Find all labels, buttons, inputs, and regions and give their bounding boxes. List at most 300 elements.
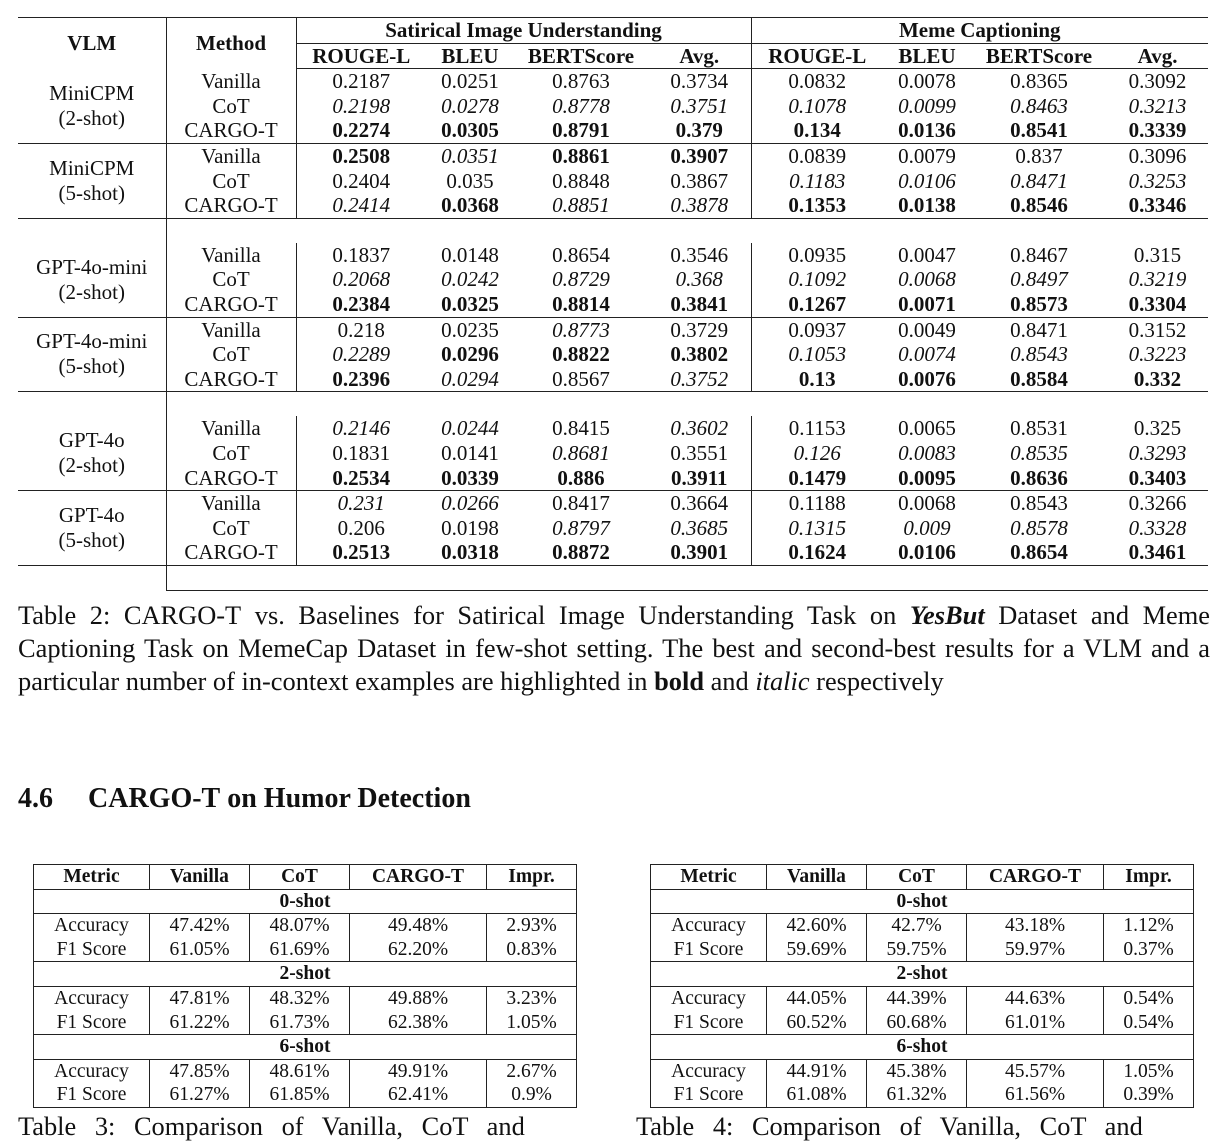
cell-impr: 1.05% <box>487 1011 577 1035</box>
column-header: Metric <box>651 865 767 890</box>
table-row <box>34 914 577 938</box>
table-row <box>18 94 1208 119</box>
value-cell: 0.8822 <box>552 342 610 367</box>
cell-cargo: 49.48% <box>350 914 487 938</box>
value-cell: 0.0198 <box>441 515 499 540</box>
cell-impr: 0.83% <box>487 938 577 962</box>
vlm-shots: (5-shot) <box>58 354 125 379</box>
vlm-cell <box>18 69 166 144</box>
cell-vanilla: 60.52% <box>767 1011 867 1035</box>
column-header: CoT <box>250 865 350 890</box>
column-header: CARGO-T <box>350 865 487 890</box>
cell-metric: F1 Score <box>651 1083 767 1107</box>
cell-metric: Accuracy <box>34 1059 150 1083</box>
cell-cot: 59.75% <box>867 938 967 962</box>
value-cell: 0.315 <box>1133 242 1182 267</box>
value-cell: 0.3223 <box>1128 342 1187 367</box>
cell-cargo: 49.88% <box>350 986 487 1010</box>
value-cell: 0.3802 <box>648 342 751 367</box>
value-cell: 0.886 <box>514 466 648 491</box>
value-cell: 0.0141 <box>441 440 499 465</box>
method-cell: CoT <box>166 267 296 292</box>
value-cell: 0.2146 <box>332 416 391 441</box>
value-cell: 0.231 <box>337 491 385 516</box>
vlm-shots: (5-shot) <box>58 180 125 205</box>
header-meme-captioning: Meme Captioning <box>751 18 1208 44</box>
value-cell: 0.0351 <box>441 143 499 168</box>
value-cell: 0.368 <box>648 267 751 292</box>
vlm-name: MiniCPM <box>49 155 135 180</box>
value-cell: 0.0266 <box>441 491 499 516</box>
value-cell: 0.2508 <box>332 143 391 168</box>
column-header: Impr. <box>1104 865 1194 890</box>
results-table-3 <box>33 864 577 1108</box>
cell-metric: Accuracy <box>651 914 767 938</box>
value-cell: 0.2384 <box>296 292 426 317</box>
method-cell: CoT <box>166 441 296 466</box>
value-cell: 0.8471 <box>1010 317 1068 342</box>
value-cell: 0.8578 <box>1010 515 1068 540</box>
cell-cot: 61.85% <box>250 1083 350 1107</box>
table-row <box>18 317 1208 342</box>
value-cell: 0.837 <box>1015 143 1063 168</box>
value-cell: 0.0832 <box>788 69 847 94</box>
value-cell: 0.134 <box>751 118 883 143</box>
cell-impr: 1.12% <box>1104 914 1194 938</box>
spacer-row <box>18 392 1208 417</box>
cell-cot: 61.69% <box>250 938 350 962</box>
table-row <box>18 441 1208 466</box>
value-cell: 0.009 <box>903 515 951 540</box>
value-cell: 0.3878 <box>648 193 751 218</box>
value-cell: 0.3729 <box>648 317 751 342</box>
table-row <box>18 516 1208 541</box>
spacer-row <box>18 218 1208 243</box>
cell-metric: Accuracy <box>34 986 150 1010</box>
metric-header: ROUGE-L <box>296 43 426 69</box>
vlm-cell <box>18 416 166 490</box>
value-cell: 0.0937 <box>788 317 847 342</box>
header-method: Method <box>166 18 296 69</box>
table-row <box>651 1059 1194 1083</box>
cell-cargo: 61.56% <box>967 1083 1104 1107</box>
value-cell: 0.8636 <box>971 466 1107 491</box>
value-cell: 0.8543 <box>1010 491 1068 516</box>
table-row <box>651 938 1194 962</box>
value-cell: 0.0242 <box>441 267 499 292</box>
value-cell: 0.332 <box>1107 367 1208 392</box>
value-cell: 0.3096 <box>1128 143 1187 168</box>
value-cell: 0.8791 <box>514 118 648 143</box>
metric-header: ROUGE-L <box>751 43 883 69</box>
value-cell: 0.0099 <box>898 93 956 118</box>
vlm-cell <box>18 243 166 317</box>
value-cell: 0.3266 <box>1128 491 1187 516</box>
cell-cargo: 43.18% <box>967 914 1104 938</box>
results-table-4 <box>650 864 1194 1108</box>
shot-label: 6-shot <box>34 1035 577 1060</box>
value-cell: 0.1183 <box>789 168 846 193</box>
value-cell: 0.8463 <box>1010 93 1068 118</box>
table-row <box>18 118 1208 143</box>
cell-vanilla: 44.91% <box>767 1059 867 1083</box>
method-cell: Vanilla <box>166 416 296 441</box>
value-cell: 0.13 <box>751 367 883 392</box>
vlm-shots: (2-shot) <box>58 105 125 130</box>
value-cell: 0.1315 <box>788 515 847 540</box>
cell-vanilla: 47.81% <box>150 986 250 1010</box>
method-cell: CARGO-T <box>166 118 296 143</box>
value-cell: 0.0078 <box>898 69 956 94</box>
value-cell: 0.0278 <box>441 93 499 118</box>
value-cell: 0.1267 <box>751 292 883 317</box>
value-cell: 0.3346 <box>1107 193 1208 218</box>
header-satirical-image-understanding: Satirical Image Understanding <box>296 18 751 44</box>
value-cell: 0.0325 <box>426 292 514 317</box>
method-cell: CARGO-T <box>166 466 296 491</box>
table-row <box>18 367 1208 392</box>
value-cell: 0.325 <box>1133 416 1182 441</box>
vlm-name: GPT-4o <box>58 502 125 527</box>
value-cell: 0.8654 <box>552 242 610 267</box>
table-row <box>651 986 1194 1010</box>
value-cell: 0.8541 <box>971 118 1107 143</box>
cell-cargo: 62.41% <box>350 1083 487 1107</box>
vlm-name: GPT-4o <box>58 428 125 453</box>
value-cell: 0.0368 <box>426 193 514 218</box>
value-cell: 0.1078 <box>788 93 847 118</box>
cell-metric: Accuracy <box>34 914 150 938</box>
value-cell: 0.2534 <box>296 466 426 491</box>
cell-metric: F1 Score <box>34 1083 150 1107</box>
value-cell: 0.8773 <box>552 317 610 342</box>
value-cell: 0.0076 <box>883 367 971 392</box>
value-cell: 0.0065 <box>898 416 956 441</box>
value-cell: 0.3403 <box>1107 466 1208 491</box>
cell-cargo: 62.20% <box>350 938 487 962</box>
value-cell: 0.0251 <box>441 69 499 94</box>
value-cell: 0.2289 <box>332 342 391 367</box>
method-cell: CoT <box>166 169 296 194</box>
value-cell: 0.8546 <box>971 193 1107 218</box>
cell-metric: F1 Score <box>651 1011 767 1035</box>
value-cell: 0.1053 <box>788 342 847 367</box>
method-cell: CARGO-T <box>166 367 296 392</box>
value-cell: 0.3867 <box>648 169 751 194</box>
table-row <box>651 1011 1194 1035</box>
value-cell: 0.8654 <box>971 540 1107 565</box>
value-cell: 0.0106 <box>898 168 956 193</box>
value-cell: 0.8851 <box>514 193 648 218</box>
value-cell: 0.8681 <box>552 440 610 465</box>
value-cell: 0.3752 <box>648 367 751 392</box>
method-cell: Vanilla <box>166 143 296 168</box>
column-header: Vanilla <box>767 865 867 890</box>
header-vlm: VLM <box>18 18 166 69</box>
value-cell: 0.1831 <box>332 440 391 465</box>
metric-header: BERTScore <box>514 43 648 69</box>
metric-header: Avg. <box>648 43 751 69</box>
table-row <box>18 243 1208 268</box>
table-row <box>34 938 577 962</box>
value-cell: 0.3901 <box>648 540 751 565</box>
shot-label: 0-shot <box>651 889 1194 914</box>
cell-impr: 0.37% <box>1104 938 1194 962</box>
value-cell: 0.8467 <box>1010 242 1068 267</box>
shot-row <box>651 889 1194 914</box>
table-2-caption: Table 2: CARGO-T vs. Baselines for Satirical Image Understanding Task on YesBut Dataset and Meme Captioning Task on MemeCap Dataset in few-shot setting. The best and second-best results for a VLM and a particular number of in-context examples are highlighted in bold and italic respectively <box>18 600 1210 696</box>
cell-cargo: 62.38% <box>350 1011 487 1035</box>
results-table-2 <box>18 17 1208 591</box>
cell-vanilla: 47.42% <box>150 914 250 938</box>
method-cell: Vanilla <box>166 491 296 516</box>
table-3-caption: Table 3: Comparison of Vanilla, CoT and <box>18 1111 525 1141</box>
column-header: Metric <box>34 865 150 890</box>
value-cell: 0.3546 <box>648 243 751 268</box>
method-cell: Vanilla <box>166 243 296 268</box>
cell-metric: F1 Score <box>651 938 767 962</box>
value-cell: 0.1624 <box>751 540 883 565</box>
value-cell: 0.8535 <box>1010 440 1068 465</box>
value-cell: 0.1837 <box>332 242 391 267</box>
value-cell: 0.3219 <box>1128 267 1187 292</box>
value-cell: 0.1153 <box>788 416 846 441</box>
table-row <box>18 342 1208 367</box>
value-cell: 0.8861 <box>552 143 610 168</box>
method-cell: CARGO-T <box>166 540 296 565</box>
value-cell: 0.3734 <box>648 69 751 94</box>
cell-cargo: 61.01% <box>967 1011 1104 1035</box>
cell-metric: Accuracy <box>651 986 767 1010</box>
cell-impr: 1.05% <box>1104 1059 1194 1083</box>
column-header: CARGO-T <box>967 865 1104 890</box>
cell-vanilla: 61.08% <box>767 1083 867 1107</box>
shot-row <box>651 1035 1194 1060</box>
value-cell: 0.8763 <box>552 69 610 94</box>
vlm-cell <box>18 317 166 392</box>
cell-cargo: 44.63% <box>967 986 1104 1010</box>
value-cell: 0.0068 <box>898 491 956 516</box>
value-cell: 0.0339 <box>426 466 514 491</box>
cell-cot: 48.61% <box>250 1059 350 1083</box>
value-cell: 0.2068 <box>332 267 391 292</box>
value-cell: 0.8497 <box>1010 267 1068 292</box>
value-cell: 0.8543 <box>1010 342 1068 367</box>
cell-vanilla: 47.85% <box>150 1059 250 1083</box>
value-cell: 0.3751 <box>648 94 751 119</box>
value-cell: 0.0318 <box>426 540 514 565</box>
value-cell: 0.3339 <box>1107 118 1208 143</box>
metric-header: BLEU <box>426 43 514 69</box>
table-row <box>18 491 1208 516</box>
value-cell: 0.3602 <box>648 416 751 441</box>
metric-header: Avg. <box>1107 43 1208 69</box>
vlm-name: MiniCPM <box>49 80 135 105</box>
vlm-shots: (2-shot) <box>58 453 125 478</box>
value-cell: 0.3293 <box>1128 440 1187 465</box>
table-4-caption: Table 4: Comparison of Vanilla, CoT and <box>636 1111 1143 1141</box>
vlm-cell <box>18 143 166 218</box>
value-cell: 0.0148 <box>441 242 499 267</box>
value-cell: 0.0138 <box>883 193 971 218</box>
value-cell: 0.3328 <box>1128 515 1187 540</box>
column-header: Impr. <box>487 865 577 890</box>
table-row <box>18 466 1208 491</box>
table-row <box>18 267 1208 292</box>
cell-impr: 0.54% <box>1104 1011 1194 1035</box>
value-cell: 0.035 <box>446 168 494 193</box>
value-cell: 0.0068 <box>898 267 956 292</box>
method-cell: CoT <box>166 342 296 367</box>
value-cell: 0.8729 <box>552 267 610 292</box>
value-cell: 0.0935 <box>788 242 847 267</box>
value-cell: 0.8584 <box>971 367 1107 392</box>
method-cell: Vanilla <box>166 317 296 342</box>
metric-header: BERTScore <box>971 43 1107 69</box>
value-cell: 0.3841 <box>648 292 751 317</box>
table-row <box>651 1083 1194 1107</box>
value-cell: 0.3685 <box>648 516 751 541</box>
cell-metric: F1 Score <box>34 938 150 962</box>
shot-label: 6-shot <box>651 1035 1194 1060</box>
cell-vanilla: 59.69% <box>767 938 867 962</box>
value-cell: 0.8417 <box>552 491 610 516</box>
vlm-shots: (5-shot) <box>58 527 125 552</box>
column-header: CoT <box>867 865 967 890</box>
value-cell: 0.3461 <box>1107 540 1208 565</box>
method-cell: CoT <box>166 516 296 541</box>
value-cell: 0.0083 <box>898 440 956 465</box>
cell-cot: 48.32% <box>250 986 350 1010</box>
vlm-shots: (2-shot) <box>58 279 125 304</box>
value-cell: 0.0839 <box>788 143 847 168</box>
cell-metric: F1 Score <box>34 1011 150 1035</box>
method-cell: CoT <box>166 94 296 119</box>
value-cell: 0.3551 <box>648 441 751 466</box>
value-cell: 0.0294 <box>426 367 514 392</box>
table-row <box>34 986 577 1010</box>
section-heading: 4.6 CARGO-T on Humor Detection <box>18 783 471 814</box>
value-cell: 0.8567 <box>514 367 648 392</box>
table-row <box>18 292 1208 317</box>
table-row <box>34 1059 577 1083</box>
value-cell: 0.0074 <box>898 342 956 367</box>
value-cell: 0.3152 <box>1128 317 1187 342</box>
value-cell: 0.3664 <box>648 491 751 516</box>
metric-header: BLEU <box>883 43 971 69</box>
value-cell: 0.0079 <box>898 143 956 168</box>
column-header: Vanilla <box>150 865 250 890</box>
value-cell: 0.8814 <box>514 292 648 317</box>
value-cell: 0.1092 <box>788 267 847 292</box>
cell-cargo: 45.57% <box>967 1059 1104 1083</box>
value-cell: 0.0136 <box>883 118 971 143</box>
value-cell: 0.8848 <box>552 168 610 193</box>
vlm-cell <box>18 491 166 566</box>
vlm-name: GPT-4o-mini <box>36 254 148 279</box>
cell-cot: 44.39% <box>867 986 967 1010</box>
table-row <box>18 540 1208 565</box>
cell-impr: 0.54% <box>1104 986 1194 1010</box>
cell-vanilla: 61.05% <box>150 938 250 962</box>
vlm-name: GPT-4o-mini <box>36 329 148 354</box>
value-cell: 0.2513 <box>296 540 426 565</box>
table-row <box>18 193 1208 218</box>
value-cell: 0.0244 <box>441 416 499 441</box>
value-cell: 0.8471 <box>1010 168 1068 193</box>
cell-vanilla: 44.05% <box>767 986 867 1010</box>
value-cell: 0.0106 <box>883 540 971 565</box>
value-cell: 0.1479 <box>751 466 883 491</box>
value-cell: 0.0071 <box>883 292 971 317</box>
value-cell: 0.126 <box>793 440 841 465</box>
value-cell: 0.0235 <box>441 317 499 342</box>
table-row <box>18 416 1208 441</box>
table-row <box>651 914 1194 938</box>
cell-cargo: 59.97% <box>967 938 1104 962</box>
cell-impr: 0.39% <box>1104 1083 1194 1107</box>
value-cell: 0.0305 <box>426 118 514 143</box>
cell-vanilla: 61.22% <box>150 1011 250 1035</box>
value-cell: 0.0296 <box>441 342 499 367</box>
shot-row <box>651 962 1194 987</box>
cell-cot: 60.68% <box>867 1011 967 1035</box>
cell-cot: 45.38% <box>867 1059 967 1083</box>
value-cell: 0.3213 <box>1128 93 1187 118</box>
value-cell: 0.2404 <box>332 168 391 193</box>
value-cell: 0.2187 <box>332 69 391 94</box>
table-row <box>18 169 1208 194</box>
value-cell: 0.1188 <box>788 491 846 516</box>
cell-impr: 2.67% <box>487 1059 577 1083</box>
table-row <box>18 69 1208 94</box>
cell-cargo: 49.91% <box>350 1059 487 1083</box>
value-cell: 0.8531 <box>1010 416 1068 441</box>
cell-impr: 2.93% <box>487 914 577 938</box>
shot-row <box>34 962 577 987</box>
cell-vanilla: 42.60% <box>767 914 867 938</box>
value-cell: 0.1353 <box>751 193 883 218</box>
table-row <box>34 1083 577 1107</box>
value-cell: 0.8778 <box>552 93 610 118</box>
shot-label: 2-shot <box>34 962 577 987</box>
method-cell: Vanilla <box>166 69 296 94</box>
cell-impr: 0.9% <box>487 1083 577 1107</box>
value-cell: 0.3092 <box>1128 69 1187 94</box>
value-cell: 0.0049 <box>898 317 956 342</box>
value-cell: 0.3253 <box>1128 168 1187 193</box>
value-cell: 0.0095 <box>883 466 971 491</box>
cell-cot: 42.7% <box>867 914 967 938</box>
cell-cot: 61.73% <box>250 1011 350 1035</box>
cell-impr: 3.23% <box>487 986 577 1010</box>
value-cell: 0.2198 <box>332 93 391 118</box>
method-cell: CARGO-T <box>166 193 296 218</box>
method-cell: CARGO-T <box>166 292 296 317</box>
value-cell: 0.3907 <box>648 143 751 168</box>
value-cell: 0.2414 <box>296 193 426 218</box>
cell-metric: Accuracy <box>651 1059 767 1083</box>
value-cell: 0.379 <box>648 118 751 143</box>
cell-vanilla: 61.27% <box>150 1083 250 1107</box>
value-cell: 0.206 <box>337 515 385 540</box>
value-cell: 0.2396 <box>296 367 426 392</box>
value-cell: 0.8872 <box>514 540 648 565</box>
value-cell: 0.8797 <box>552 515 610 540</box>
cell-cot: 61.32% <box>867 1083 967 1107</box>
table-row <box>18 143 1208 168</box>
shot-row <box>34 1035 577 1060</box>
